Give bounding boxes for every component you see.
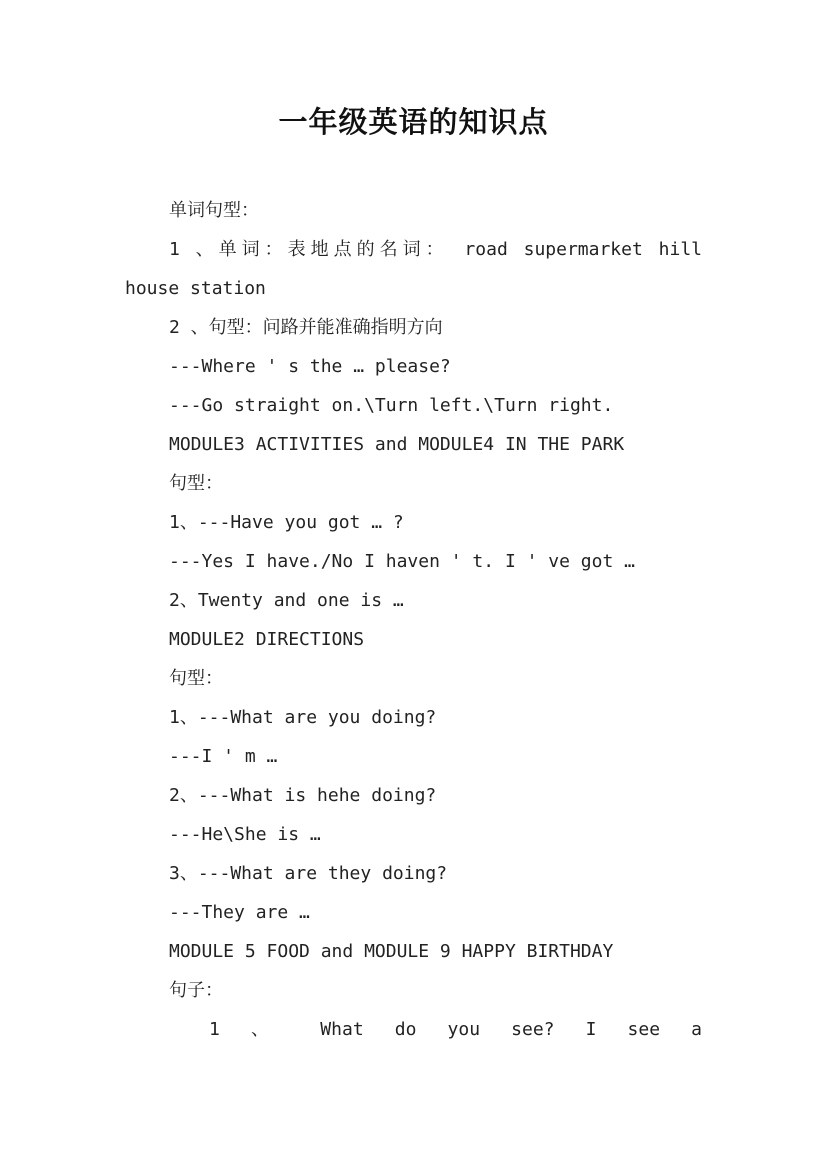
document-title: 一年级英语的知识点 [278,105,549,139]
paragraph-line: 1、---Have you got … ? [169,512,404,533]
paragraph-line: 2、Twenty and one is … [169,590,404,611]
paragraph-line: ---I ' m … [169,746,278,767]
paragraph-line: ---Go straight on.\Turn left.\Turn right. [169,395,614,416]
paragraph-line: ---Where ' s the … please? [169,356,451,377]
module-heading: MODULE2 DIRECTIONS [169,629,365,650]
document-body [0,196,827,1054]
module-heading: MODULE3 ACTIVITIES and MODULE4 IN THE PARK [169,434,625,455]
paragraph-line: 2 、句型：问路并能准确指明方向 [169,317,443,338]
paragraph-line: 1 、 What do you see? I see a [209,1019,702,1040]
paragraph-line: house station [125,278,266,299]
section-heading: 句子： [169,980,223,1001]
section-heading: 句型： [169,473,223,494]
section-heading: 句型： [169,668,223,689]
section-heading: 单词句型： [169,200,259,221]
paragraph-line: 1 、单词：表地点的名词： road supermarket hill [169,239,702,260]
paragraph-line: ---Yes I have./No I haven ' t. I ' ve got … [169,551,635,572]
paragraph-line: ---They are … [169,902,310,923]
paragraph-line: 2、---What is hehe doing? [169,785,437,806]
paragraph-line: 3、---What are they doing? [169,863,448,884]
paragraph-line: ---He\She is … [169,824,321,845]
module-heading: MODULE 5 FOOD and MODULE 9 HAPPY BIRTHDAY [169,941,614,962]
paragraph-line: 1、---What are you doing? [169,707,437,728]
